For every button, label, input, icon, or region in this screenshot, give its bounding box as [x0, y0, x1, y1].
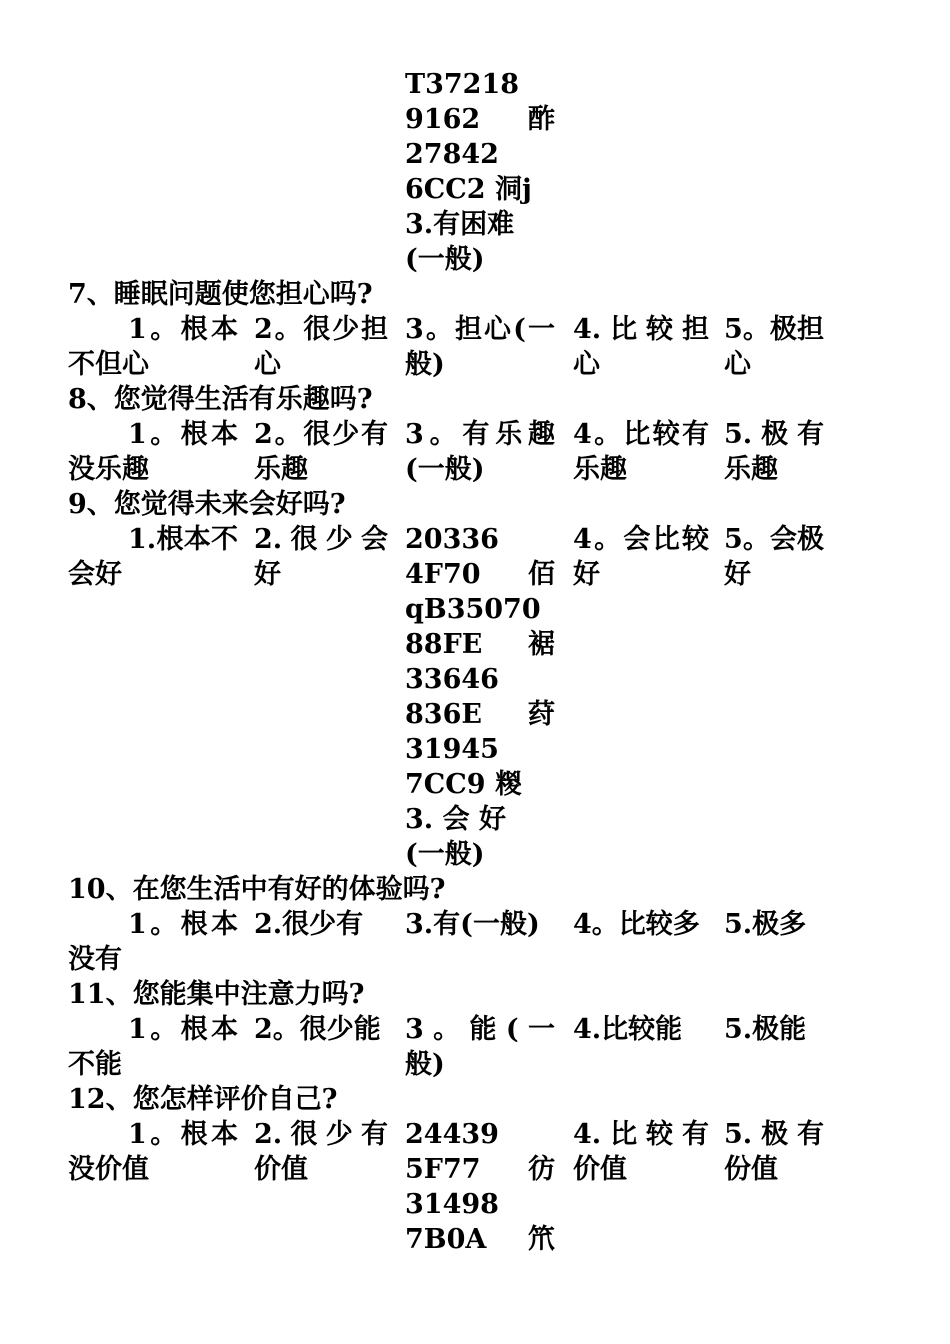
fragment-code: 836E — [405, 699, 482, 730]
fragment-line — [405, 732, 555, 767]
option: 2。很少有乐趣 — [254, 419, 388, 485]
question-title: 11、您能集中注意力吗? — [68, 979, 365, 1010]
option: 4。比较多 — [573, 909, 700, 940]
question-title: 9、您觉得未来会好吗? — [68, 489, 346, 520]
question-title: 8、您觉得生活有乐趣吗? — [68, 384, 373, 415]
option: 1。根本不但心 — [68, 314, 238, 380]
fragment-option: 3. 会 好 — [405, 804, 506, 835]
option: 2。很少能 — [254, 1014, 381, 1045]
option: 5。会极好 — [724, 524, 824, 590]
fragment-line — [405, 137, 555, 172]
fragment-line — [405, 557, 555, 592]
option: 2.很少有 — [254, 909, 364, 940]
fragment-line — [405, 592, 555, 627]
option: 4.比较担心 — [573, 314, 709, 380]
fragment-code: 20336 — [405, 524, 499, 555]
option: 5.极有份值 — [724, 1119, 824, 1185]
fragment-code: 31498 — [405, 1189, 499, 1220]
fragment-line — [405, 1187, 555, 1222]
option: 3。有乐趣(一般) — [405, 419, 555, 485]
fragment-code: T37218 — [405, 69, 520, 100]
option: 5.极能 — [724, 1014, 807, 1045]
fragment-line — [405, 1222, 555, 1257]
option: 4。会比较好 — [573, 524, 709, 590]
option: 2.很少会好 — [254, 524, 388, 590]
fragment-code: 33646 — [405, 664, 499, 695]
fragment-line — [405, 67, 555, 102]
fragment-line — [405, 767, 555, 802]
question-title: 10、在您生活中有好的体验吗? — [68, 874, 446, 905]
option: 4.比较有价值 — [573, 1119, 709, 1185]
option: 1.根本不会好 — [68, 524, 238, 590]
fragment-option: 3.有困难 — [405, 209, 515, 240]
option: 5。极担心 — [724, 314, 824, 380]
top-fragment — [405, 67, 555, 277]
option: 1。根本不能 — [68, 1014, 238, 1080]
option: 5.极多 — [724, 909, 807, 940]
option: 4。比较有乐趣 — [573, 419, 709, 485]
option: 4.比较能 — [573, 1014, 683, 1045]
question-title: 7、睡眠问题使您担心吗? — [68, 279, 373, 310]
option: 2.很少有价值 — [254, 1119, 388, 1185]
fragment-code: 5F77 — [405, 1154, 481, 1185]
fragment-line — [405, 1117, 555, 1152]
option: 3。能(一般) — [405, 1014, 555, 1080]
fragment-code: 9162 — [405, 104, 481, 135]
fragment-option: (一般) — [405, 244, 485, 275]
fragment-line — [405, 662, 555, 697]
option: 3。担心(一般) — [405, 314, 555, 380]
fragment-line — [405, 1152, 555, 1187]
option-fragment — [405, 522, 555, 872]
option: 1。根本没价值 — [68, 1119, 238, 1185]
fragment-line — [405, 697, 555, 732]
fragment-char: 彷 — [528, 1154, 555, 1185]
fragment-line — [405, 627, 555, 662]
fragment-char: 佰 — [528, 559, 555, 590]
fragment-code: qB35070 — [405, 594, 541, 625]
fragment-code: 88FE — [405, 629, 483, 660]
fragment-line — [405, 102, 555, 137]
question-title: 12、您怎样评价自己? — [68, 1084, 338, 1115]
fragment-char: 裾 — [528, 629, 555, 660]
fragment-char: 荮 — [528, 699, 555, 730]
fragment-code: 7B0A — [405, 1224, 487, 1255]
fragment-char: 笊 — [528, 1224, 555, 1255]
fragment-code: 31945 — [405, 734, 499, 765]
option-fragment — [405, 1117, 555, 1257]
fragment-option: (一般) — [405, 839, 485, 870]
option: 5.极有乐趣 — [724, 419, 824, 485]
fragment-code: 4F70 — [405, 559, 481, 590]
option: 3.有(一般) — [405, 909, 540, 940]
fragment-line — [405, 522, 555, 557]
fragment-char: 酢 — [528, 104, 555, 135]
fragment-code: 7CC9 糉 — [405, 769, 522, 800]
fragment-line — [405, 172, 555, 207]
fragment-code: 6CC2 洞j — [405, 174, 532, 205]
fragment-code: 24439 — [405, 1119, 499, 1150]
option: 1。根本没乐趣 — [68, 419, 238, 485]
option: 1。根本没有 — [68, 909, 238, 975]
fragment-code: 27842 — [405, 139, 499, 170]
option: 2。很少担心 — [254, 314, 388, 380]
